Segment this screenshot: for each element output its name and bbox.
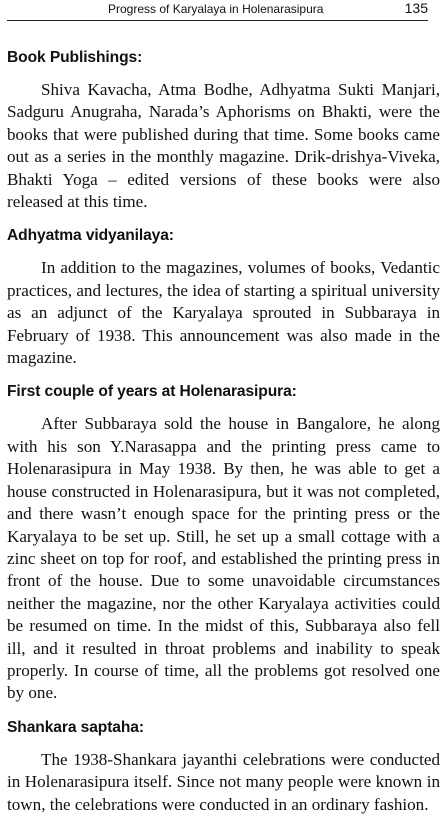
section-book-publishings (7, 47, 440, 213)
section-heading: Shankara saptaha: (7, 718, 144, 736)
section-heading: Book Publishings: (7, 49, 143, 66)
section-heading: First couple of years at Holenarasipura: (7, 383, 297, 401)
page-number: 135 (404, 0, 428, 16)
section-adhyatma-vidyanilaya (7, 225, 440, 369)
section-heading: Adhyatma vidyanilaya: (7, 227, 174, 245)
section-paragraph: After Subbaraya sold the house in Bangalore, he along with his son Y.Narasappa and the printing press came to Holenarasipura in May 1938. By then, he was able to get a house constructed in Holenarasipura, but it was not completed, and there wasn’t enough space for the printing press or the Karyalaya to be set up. Still, he set up a small cottage with a zinc sheet on top for roof, and established the printing press in front of the house. Due to some unavoidable circumstances neither the magazine, nor the other Karyalaya activities could be resumed on time. In the midst of this, Subbaraya also fell ill, and it resulted in throat problems and inability to speak properly. In course of time, all the problems got resolved one by one. (7, 414, 440, 703)
section-paragraph: In addition to the magazines, volumes of books, Vedantic practices, and lectures, the idea of starting a spiritual university as an adjunct of the Karyalaya sprouted in Subbaraya in February of 1938. This announcement was also made in the magazine. (7, 258, 440, 368)
section-paragraph: Shiva Kavacha, Atma Bodhe, Adhyatma Sukti Manjari, Sadguru Anugraha, Narada’s Aphorisms on Bhakti, were the books that were published during that time. Some books came out as a series in the monthly magazine. Drik-drishya-Viveka, Bhakti Yoga – edited versions of these books were also released at this time. (7, 80, 440, 212)
running-header (7, 0, 428, 21)
section-shankara-saptaha (7, 717, 440, 816)
running-title: Progress of Karyalaya in Holenarasipura (108, 2, 324, 16)
section-paragraph: The 1938-Shankara jayanthi celebrations were conducted in Holenarasipura itself. Since not many people were known in town, the celebrations were conducted in an ordinary fashion. (7, 749, 440, 814)
section-first-couple-of-years (7, 381, 440, 704)
page-body (7, 47, 440, 816)
